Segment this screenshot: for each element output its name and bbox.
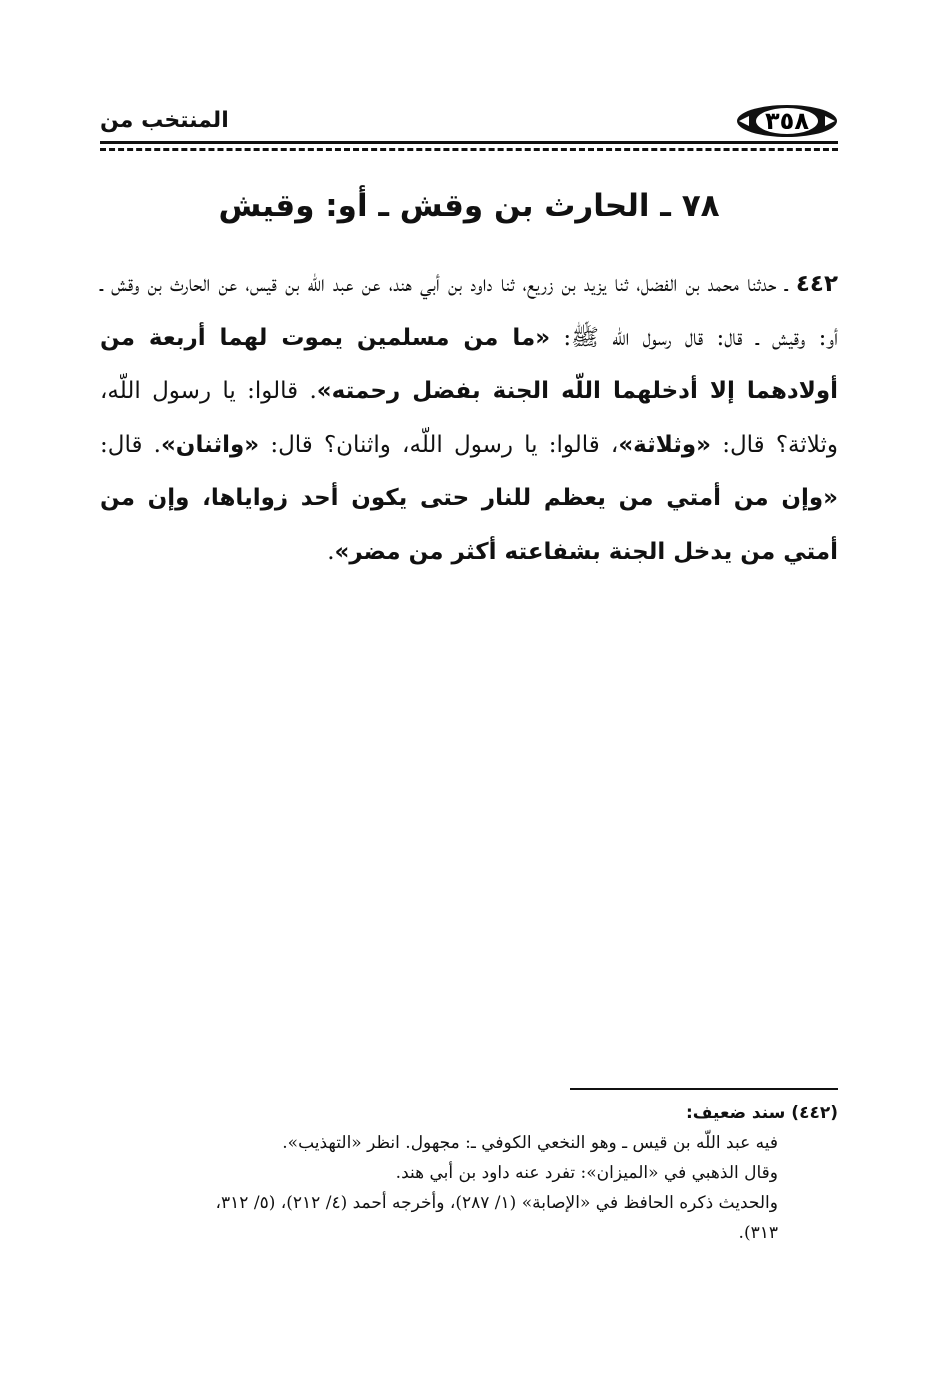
hadith-quote: «وإن من أمتي من يعظم للنار حتى يكون أحد زواياها، وإن من أمتي من يدخل الجنة بشفاعته أكثر من مضر» [100, 485, 838, 565]
footnotes [100, 1098, 838, 1248]
hadith-quote: «واثنان» [160, 431, 260, 458]
hadith-quote: «وثلاثة» [618, 431, 712, 458]
chapter-heading: ٧٨ ـ الحارث بن وقش ـ أو: وقيش [218, 188, 720, 224]
page-number: ٣٥٨ [765, 107, 809, 135]
hadith-number: ٤٤٢ [795, 271, 838, 297]
header-rule [100, 141, 838, 144]
hadith-isnad: ـ حدثنا محمد بن الفضل، ثنا يزيد بن زريع، ثنا داود بن أبي هند، عن عبد اللّه بن قيس، عن الحارث بن وقش ـ أو: وقيش ـ قال: قال رسول اللّه ﷺ: [100, 271, 838, 351]
hadith-narration: . [327, 538, 335, 565]
footnote-rule [570, 1088, 838, 1090]
hadith-narration: . قال: [100, 431, 161, 458]
hadith-text [100, 258, 838, 579]
page-number-badge [735, 103, 839, 139]
footnote-line: فيه عبد اللّه بن قيس ـ وهو النخعي الكوفي ـ: مجهول. انظر «التهذيب». [282, 1133, 778, 1153]
hadith-narration: ، قالوا: يا رسول اللّه، واثنان؟ قال: [259, 431, 619, 458]
header-rule-dashed [100, 148, 838, 151]
running-head: المنتخب من [100, 108, 229, 133]
footnote-line: ٣١٣). [738, 1223, 778, 1243]
footnote-heading: (٤٤٢) سند ضعيف: [685, 1103, 838, 1123]
hadith-quote: «ما من مسلمين يموت لهما أربعة من أولادهما إلا أدخلهما اللّه الجنة بفضل رحمته» [100, 324, 838, 404]
hadith-narration: . قالوا: يا رسول اللّه، وثلاثة؟ قال: [100, 378, 838, 458]
footnote-line: وقال الذهبي في «الميزان»: تفرد عنه داود بن أبي هند. [395, 1163, 778, 1183]
footnote-line: والحديث ذكره الحافظ في «الإصابة» (١/ ٢٨٧)، وأخرجه أحمد (٤/ ٢١٢)، (٥/ ٣١٢، [215, 1193, 778, 1213]
